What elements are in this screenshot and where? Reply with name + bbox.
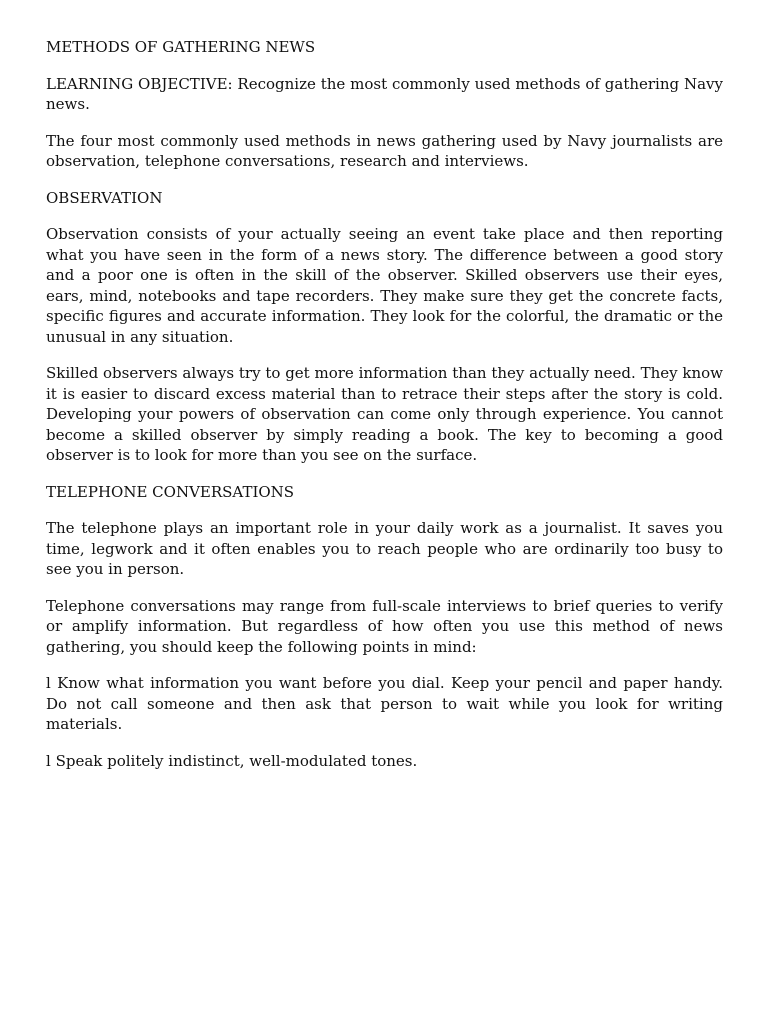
telephone-paragraph-1: The telephone plays an important role in your daily work as a journalist. It saves you time, legwork and it often enables you to reach people who are ordinarily too busy to see you in person. <box>46 519 723 578</box>
observation-paragraph-2: Skilled observers always try to get more information than they actually need. They know it is easier to discard excess material than to retrace their steps after the story is cold. Developing your powers of observation can come only through experience. You cannot become a skilled observer by simply reading a book. The key to becoming a good observer is to look for more than you see on the surface. <box>46 364 723 464</box>
telephone-paragraph-2: Telephone conversations may range from full-scale interviews to brief queries to verify or amplify information. But regardless of how often you use this method of news gathering, you should keep the following points in mind: <box>46 596 723 656</box>
document-page <box>46 37 723 787</box>
section-heading-telephone: TELEPHONE CONVERSATIONS <box>46 482 295 501</box>
section-heading-observation: OBSERVATION <box>46 188 163 207</box>
intro-paragraph: The four most commonly used methods in news gathering used by Navy journalists are observation, telephone conversations, research and interviews. <box>46 131 723 170</box>
observation-paragraph-1: Observation consists of your actually seeing an event take place and then reporting what you have seen in the form of a news story. The difference between a good story and a poor one is often in the skill of the observer. Skilled observers use their eyes, ears, mind, notebooks and tape recorders. They make sure they get the concrete facts, specific figures and accurate information. They look for the colorful, the dramatic or the unusual in any situation. <box>46 225 723 346</box>
telephone-bullet-2: l Speak politely indistinct, well-modulated tones. <box>46 751 418 770</box>
document-title: METHODS OF GATHERING NEWS <box>46 38 316 56</box>
learning-objective: LEARNING OBJECTIVE: Recognize the most commonly used methods of gathering Navy news. <box>46 74 723 113</box>
telephone-bullet-1: l Know what information you want before you dial. Keep your pencil and paper handy. Do not call someone and then ask that person to wait while you look for writing materials. <box>46 674 723 733</box>
